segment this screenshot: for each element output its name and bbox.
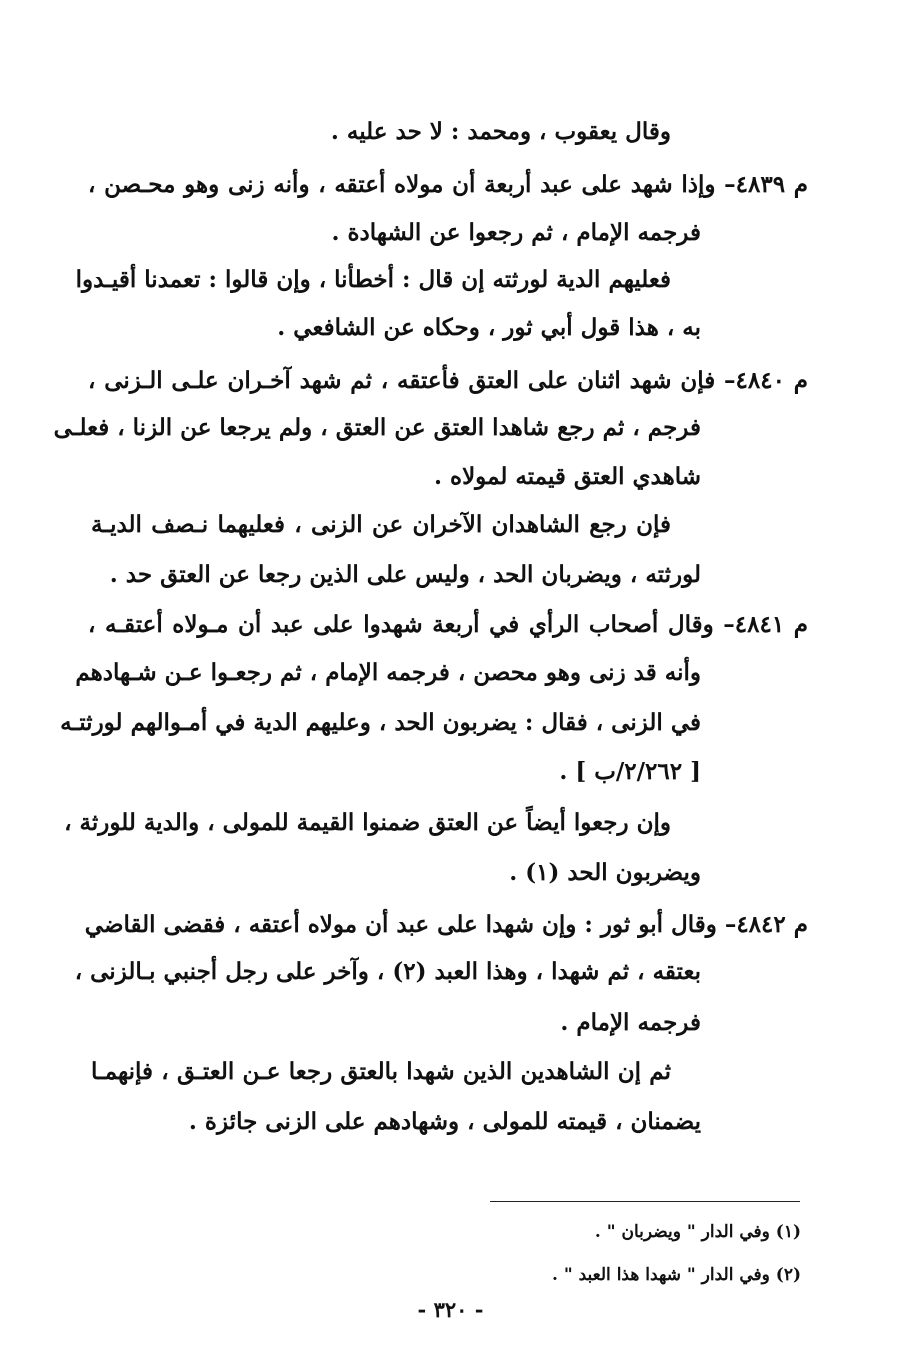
- issue-4839-line-2: فرجمه الإمام ، ثم رجعوا عن الشهادة .: [331, 219, 701, 246]
- issue-4842-line-1: م ٤٨٤٢– وقال أبو ثور : وإن شهدا على عبد أن مولاه أعتقه ، فقضى القاضي: [84, 911, 808, 938]
- issue-4840-line-3: شاهدي العتق قيمته لمولاه .: [434, 463, 701, 490]
- text-line-4: فعليهم الدية لورثته إن قال : أخطأنا ، وإن قالوا : تعمدنا أقيـدوا: [75, 266, 671, 293]
- footnote-2: (٢) وفي الدار " شهدا هذا العبد " .: [552, 1265, 801, 1285]
- page-number: - ٣٢٠ -: [417, 1297, 484, 1322]
- issue-4842-line-3: فرجمه الإمام .: [560, 1009, 701, 1036]
- text-line-16: ويضربون الحد (١) .: [509, 859, 701, 886]
- issue-4841-line-3: في الزنى ، فقال : يضربون الحد ، وعليهم الدية في أمـوالهم لورثتـه: [60, 709, 701, 736]
- text-line-15: وإن رجعوا أيضاً عن العتق ضمنوا القيمة للمولى ، والدية للورثة ،: [64, 809, 671, 836]
- issue-4840-line-2: فرجم ، ثم رجع شاهدا العتق عن العتق ، ولم يرجعا عن الزنا ، فعلـى: [53, 414, 701, 441]
- text-line-1: وقال يعقوب ، ومحمد : لا حد عليه .: [330, 118, 671, 145]
- issue-4839-line-1: م ٤٨٣٩– وإذا شهد على عبد أربعة أن مولاه أعتقه ، وأنه زنى وهو محـصن ،: [88, 171, 809, 198]
- issue-4841-line-1: م ٤٨٤١– وقال أصحاب الرأي في أربعة شهدوا على عبد أن مـولاه أعتقـه ،: [88, 611, 808, 638]
- volume-page-reference: [ ٢/٢٦٢/ب ] .: [559, 758, 701, 785]
- footnote-1: (١) وفي الدار " ويضربان " .: [594, 1222, 801, 1242]
- footnote-separator: [490, 1201, 800, 1202]
- issue-4840-line-1: م ٤٨٤٠– فإن شهد اثنان على العتق فأعتقه ، ثم شهد آخـران علـى الـزنى ،: [88, 367, 808, 394]
- text-line-20: ثم إن الشاهدين الذين شهدا بالعتق رجعا عـن العتـق ، فإنهمـا: [91, 1058, 671, 1085]
- text-line-9: فإن رجع الشاهدان الآخران عن الزنى ، فعليهما نـصف الديـة: [91, 511, 671, 538]
- issue-4841-line-2: وأنه قد زنى وهو محصن ، فرجمه الإمام ، ثم رجعـوا عـن شـهادهم: [75, 659, 701, 686]
- issue-4842-line-2: بعتقه ، ثم شهدا ، وهذا العبد (٢) ، وآخر على رجل أجنبي بـالزنى ،: [74, 958, 701, 985]
- text-line-21: يضمنان ، قيمته للمولى ، وشهادهم على الزنى جائزة .: [188, 1108, 701, 1135]
- text-line-5: به ، هذا قول أبي ثور ، وحكاه عن الشافعي .: [277, 314, 701, 341]
- text-line-10: لورثته ، ويضربان الحد ، وليس على الذين رجعا عن العتق حد .: [109, 561, 701, 588]
